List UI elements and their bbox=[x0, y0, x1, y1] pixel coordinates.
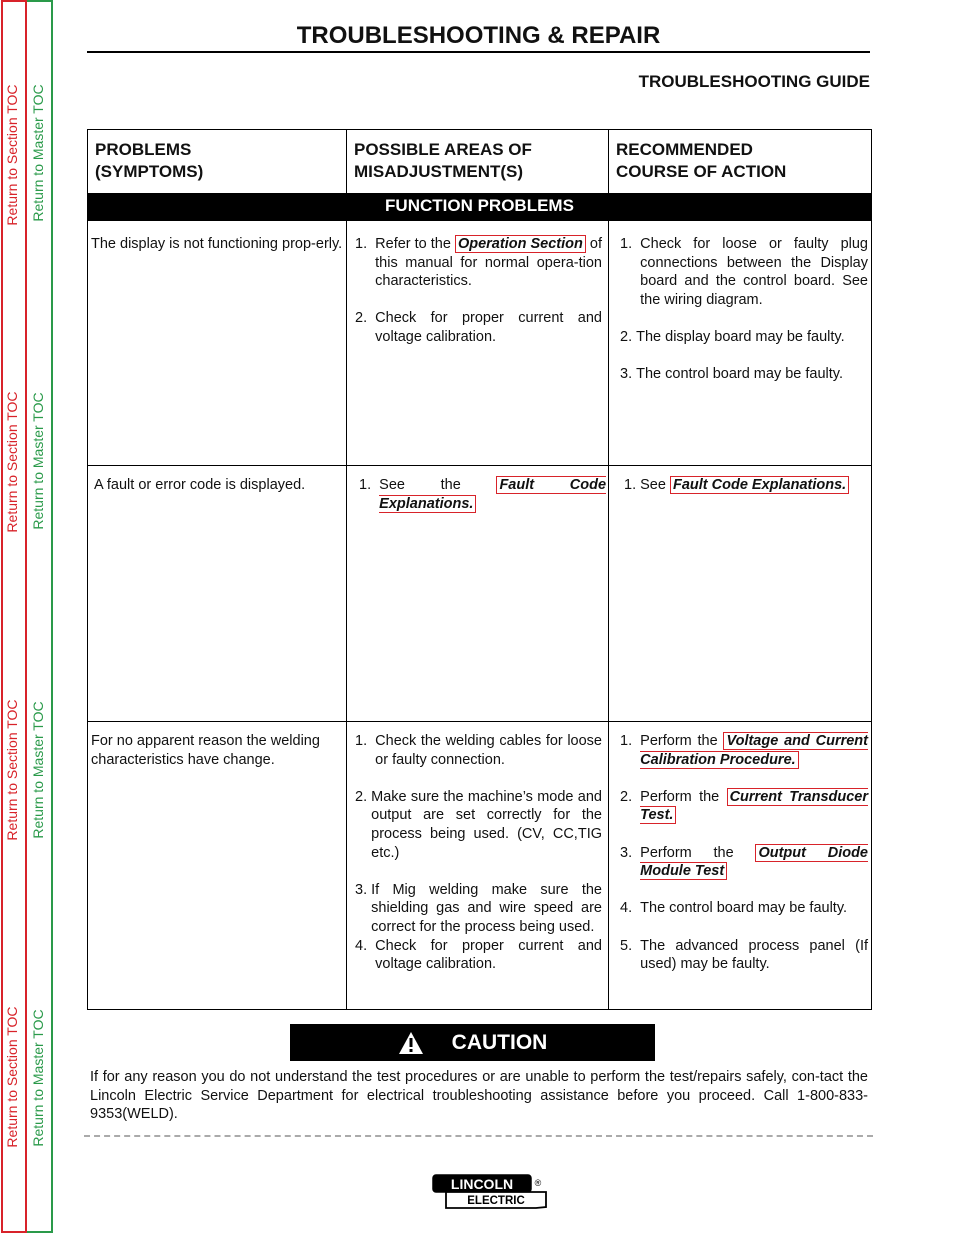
table-row bbox=[88, 466, 872, 722]
return-master-toc-link[interactable]: Return to Master TOC bbox=[30, 701, 46, 839]
list-item bbox=[620, 365, 868, 384]
action-cell bbox=[609, 221, 872, 466]
list-item bbox=[355, 235, 602, 291]
current-transducer-test-link[interactable]: Current Transducer Test. bbox=[640, 788, 868, 824]
item-number: 5. bbox=[620, 937, 641, 954]
caution-banner bbox=[290, 1024, 655, 1061]
item-number: 3. bbox=[620, 844, 641, 861]
return-master-toc-link[interactable]: Return to Master TOC bbox=[30, 84, 46, 222]
fault-code-explanations-link[interactable]: Fault Code Explanations. bbox=[670, 476, 849, 494]
item-text: The control board may be faulty. bbox=[640, 900, 848, 917]
item-number: 1. bbox=[355, 236, 376, 252]
list-item bbox=[359, 476, 606, 513]
title-divider bbox=[87, 51, 870, 53]
item-number: 3. bbox=[355, 881, 372, 898]
function-problems-band: FUNCTION PROBLEMS bbox=[88, 194, 872, 221]
list-item bbox=[624, 476, 868, 495]
problem-cell bbox=[88, 722, 347, 1010]
item-text: Make sure the machine’s mode and output are set correctly for the process being used. (CV, CC,TIG etc.) bbox=[371, 788, 602, 861]
item-text: See the bbox=[379, 477, 497, 493]
item-text: Check for loose or faulty plug connections between the Display board and the control board. See the wiring diagram. bbox=[640, 236, 868, 308]
problem-cell bbox=[88, 466, 347, 722]
list-item bbox=[620, 844, 868, 881]
list-item bbox=[620, 899, 868, 918]
return-master-toc-link[interactable]: Return to Master TOC bbox=[30, 1009, 46, 1147]
table-row bbox=[88, 221, 872, 466]
action-cell bbox=[609, 466, 872, 722]
list-item bbox=[355, 788, 602, 862]
item-number: 3. bbox=[620, 366, 637, 383]
item-text: Check the welding cables for loose or faulty connection. bbox=[375, 733, 602, 768]
action-cell bbox=[609, 722, 872, 1010]
item-number: 1. bbox=[355, 733, 376, 749]
list-item bbox=[355, 881, 602, 937]
return-section-toc-link[interactable]: Return to Section TOC bbox=[4, 391, 20, 533]
caution-label: CAUTION bbox=[451, 1030, 548, 1054]
logo-line1: LINCOLN bbox=[450, 1176, 514, 1192]
item-number: 1. bbox=[359, 477, 380, 493]
list-item bbox=[620, 788, 868, 825]
footer-divider bbox=[84, 1135, 873, 1137]
item-text: If Mig welding make sure the shielding gas and wire speed are correct for the process being used. bbox=[371, 881, 602, 935]
guide-title: TROUBLESHOOTING GUIDE bbox=[638, 72, 870, 91]
return-section-toc-link[interactable]: Return to Section TOC bbox=[4, 1006, 20, 1148]
header-problems: PROBLEMS (SYMPTOMS) bbox=[88, 130, 347, 194]
item-number: 4. bbox=[620, 900, 641, 917]
list-item bbox=[355, 309, 602, 346]
output-diode-module-test-link[interactable]: Output Diode Module Test bbox=[640, 844, 868, 880]
list-item bbox=[620, 937, 868, 974]
lincoln-electric-logo bbox=[432, 1174, 548, 1210]
areas-cell bbox=[347, 722, 609, 1010]
list-item bbox=[355, 937, 602, 974]
list-item bbox=[620, 328, 868, 347]
problem-text: A fault or error code is displayed. bbox=[94, 477, 306, 493]
item-text: Refer to the bbox=[375, 236, 455, 252]
item-text: Perform the bbox=[640, 733, 724, 749]
warning-triangle-icon bbox=[398, 1031, 424, 1055]
item-text: The control board may be faulty. bbox=[636, 366, 843, 383]
troubleshooting-table bbox=[87, 129, 872, 1010]
item-text: See bbox=[640, 477, 670, 493]
header-action: RECOMMENDED COURSE OF ACTION bbox=[609, 130, 872, 194]
section-band-row bbox=[88, 194, 872, 221]
item-text: Check for proper current and voltage calibration. bbox=[375, 937, 602, 973]
item-text: The advanced process panel (If used) may be faulty. bbox=[640, 937, 868, 973]
item-text: The display board may be faulty. bbox=[636, 328, 845, 345]
item-number: 2. bbox=[620, 788, 641, 805]
operation-section-link[interactable]: Operation Section bbox=[455, 235, 586, 253]
item-number: 4. bbox=[355, 937, 376, 954]
registered-mark: ® bbox=[534, 1178, 542, 1188]
list-item bbox=[620, 732, 868, 769]
item-number: 1. bbox=[620, 733, 641, 749]
areas-cell bbox=[347, 466, 609, 722]
page-title: TROUBLESHOOTING & REPAIR bbox=[296, 22, 661, 49]
item-number: 1. bbox=[624, 477, 641, 493]
item-number: 2. bbox=[355, 310, 376, 327]
return-section-toc-link[interactable]: Return to Section TOC bbox=[4, 84, 20, 226]
voltage-current-calibration-link[interactable]: Voltage and Current Calibration Procedure. bbox=[640, 733, 868, 768]
fault-code-explanations-link[interactable]: Fault Code Explanations. bbox=[379, 477, 607, 512]
item-text: Perform the bbox=[640, 788, 727, 805]
return-master-toc-link[interactable]: Return to Master TOC bbox=[30, 392, 46, 530]
list-item bbox=[620, 235, 868, 309]
item-number: 2. bbox=[355, 788, 372, 805]
table-row bbox=[88, 722, 872, 1010]
item-number: 2. bbox=[620, 328, 637, 345]
item-number: 1. bbox=[620, 236, 641, 252]
problem-text: For no apparent reason the welding characteristics have change. bbox=[91, 733, 320, 768]
item-text: Check for proper current and voltage calibration. bbox=[375, 310, 602, 345]
item-text: Perform the bbox=[640, 844, 756, 861]
header-areas: POSSIBLE AREAS OF MISADJUSTMENT(S) bbox=[347, 130, 609, 194]
problem-text: The display is not functioning prop-erly. bbox=[91, 236, 343, 252]
areas-cell bbox=[347, 221, 609, 466]
return-section-toc-link[interactable]: Return to Section TOC bbox=[4, 699, 20, 841]
problem-cell bbox=[88, 221, 347, 466]
list-item bbox=[355, 732, 602, 769]
item-text: of this manual for normal opera-tion characteristics. bbox=[375, 236, 602, 290]
caution-text: If for any reason you do not understand the test procedures or are unable to perform the test/repairs safely, con-tact the Lincoln Electric Service Department for electrical troubleshooting assistance before you proceed. Call 1-800-833-9353(WELD). bbox=[90, 1069, 868, 1122]
logo-line2: ELECTRIC bbox=[467, 1195, 525, 1207]
table-header-row bbox=[88, 130, 872, 194]
